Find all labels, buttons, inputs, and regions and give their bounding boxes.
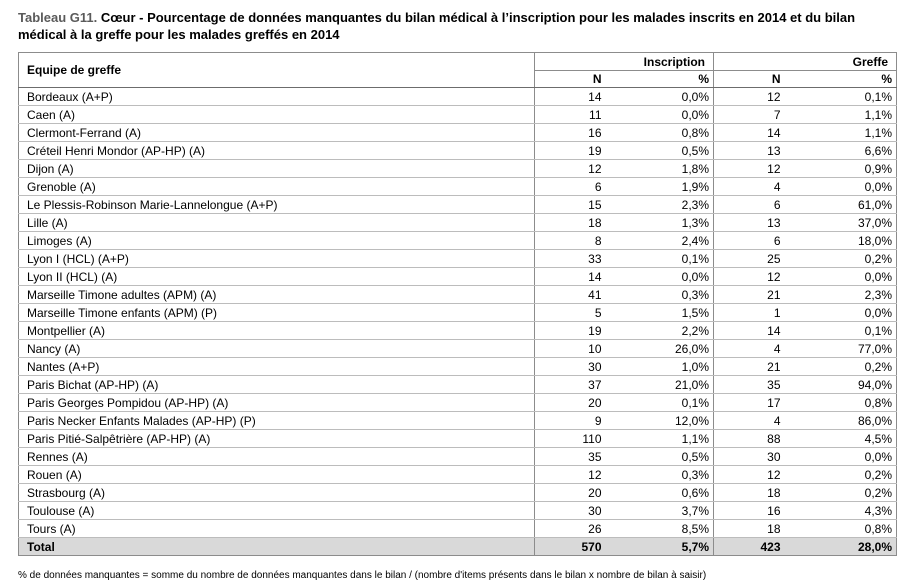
greffe-pct-cell: 0,1%: [785, 322, 897, 340]
greffe-n-cell: 18: [714, 520, 785, 538]
team-name-cell: Créteil Henri Mondor (AP-HP) (A): [19, 142, 535, 160]
total-greffe-n-cell: 423: [714, 538, 785, 556]
greffe-pct-cell: 0,8%: [785, 520, 897, 538]
inscription-n-cell: 26: [535, 520, 606, 538]
greffe-pct-cell: 0,0%: [785, 448, 897, 466]
footnote: % de données manquantes = somme du nombre de données manquantes dans le bilan / (nombre d'items présents dans le bilan x nombre de bilan à saisir): [18, 570, 707, 581]
greffe-pct-cell: 0,2%: [785, 466, 897, 484]
table-row: [19, 88, 897, 106]
greffe-pct-cell: 86,0%: [785, 412, 897, 430]
greffe-pct-cell: 1,1%: [785, 106, 897, 124]
inscription-n-cell: 12: [535, 160, 606, 178]
greffe-pct-cell: 4,3%: [785, 502, 897, 520]
team-name-cell: Nancy (A): [19, 340, 535, 358]
inscription-pct-cell: 21,0%: [606, 376, 714, 394]
greffe-n-cell: 25: [714, 250, 785, 268]
table-row: [19, 304, 897, 322]
greffe-n-cell: 12: [714, 466, 785, 484]
team-name-cell: Bordeaux (A+P): [19, 88, 535, 106]
table-row: [19, 250, 897, 268]
table-row: [19, 124, 897, 142]
total-team-name-cell: Total: [19, 538, 535, 556]
greffe-pct-cell: 18,0%: [785, 232, 897, 250]
inscription-n-cell: 30: [535, 502, 606, 520]
inscription-pct-cell: 0,1%: [606, 250, 714, 268]
inscription-n-cell: 16: [535, 124, 606, 142]
greffe-n-cell: 4: [714, 340, 785, 358]
team-name-cell: Tours (A): [19, 520, 535, 538]
total-inscription-n-cell: 570: [535, 538, 606, 556]
inscription-pct-cell: 1,5%: [606, 304, 714, 322]
greffe-n-header: N: [714, 71, 785, 88]
inscription-n-cell: 15: [535, 196, 606, 214]
greffe-n-cell: 17: [714, 394, 785, 412]
greffe-pct-cell: 37,0%: [785, 214, 897, 232]
inscription-n-cell: 20: [535, 394, 606, 412]
team-name-cell: Paris Georges Pompidou (AP-HP) (A): [19, 394, 535, 412]
greffe-n-cell: 6: [714, 232, 785, 250]
greffe-pct-cell: 0,0%: [785, 268, 897, 286]
inscription-n-cell: 14: [535, 268, 606, 286]
team-name-cell: Le Plessis-Robinson Marie-Lannelongue (A+P): [19, 196, 535, 214]
inscription-pct-cell: 0,3%: [606, 286, 714, 304]
table-row: [19, 430, 897, 448]
greffe-pct-cell: 0,0%: [785, 304, 897, 322]
inscription-n-cell: 8: [535, 232, 606, 250]
greffe-n-cell: 13: [714, 142, 785, 160]
greffe-n-cell: 14: [714, 124, 785, 142]
inscription-pct-cell: 3,7%: [606, 502, 714, 520]
team-name-cell: Toulouse (A): [19, 502, 535, 520]
table-row: [19, 394, 897, 412]
inscription-pct-cell: 12,0%: [606, 412, 714, 430]
team-name-cell: Lyon I (HCL) (A+P): [19, 250, 535, 268]
greffe-pct-cell: 61,0%: [785, 196, 897, 214]
greffe-pct-cell: 0,9%: [785, 160, 897, 178]
table-row: [19, 448, 897, 466]
greffe-n-cell: 30: [714, 448, 785, 466]
inscription-n-cell: 33: [535, 250, 606, 268]
greffe-group-header: Greffe: [714, 53, 897, 71]
inscription-pct-cell: 1,8%: [606, 160, 714, 178]
table-row: [19, 520, 897, 538]
inscription-pct-cell: 0,0%: [606, 268, 714, 286]
greffe-n-cell: 16: [714, 502, 785, 520]
inscription-pct-cell: 0,5%: [606, 448, 714, 466]
team-name-cell: Marseille Timone adultes (APM) (A): [19, 286, 535, 304]
inscription-n-cell: 30: [535, 358, 606, 376]
table-row: [19, 358, 897, 376]
greffe-pct-cell: 2,3%: [785, 286, 897, 304]
inscription-pct-cell: 8,5%: [606, 520, 714, 538]
inscription-n-cell: 37: [535, 376, 606, 394]
table-row: [19, 502, 897, 520]
greffe-pct-cell: 94,0%: [785, 376, 897, 394]
inscription-pct-cell: 1,0%: [606, 358, 714, 376]
inscription-n-cell: 19: [535, 142, 606, 160]
inscription-pct-cell: 1,3%: [606, 214, 714, 232]
table-row: [19, 286, 897, 304]
greffe-pct-cell: 1,1%: [785, 124, 897, 142]
team-name-cell: Nantes (A+P): [19, 358, 535, 376]
team-name-cell: Clermont-Ferrand (A): [19, 124, 535, 142]
inscription-pct-cell: 26,0%: [606, 340, 714, 358]
team-column-header: Equipe de greffe: [19, 53, 535, 88]
inscription-n-cell: 20: [535, 484, 606, 502]
greffe-n-cell: 7: [714, 106, 785, 124]
greffe-n-cell: 13: [714, 214, 785, 232]
team-name-cell: Limoges (A): [19, 232, 535, 250]
team-name-cell: Paris Bichat (AP-HP) (A): [19, 376, 535, 394]
inscription-pct-cell: 2,2%: [606, 322, 714, 340]
total-inscription-pct-cell: 5,7%: [606, 538, 714, 556]
table-row: [19, 106, 897, 124]
inscription-pct-cell: 0,6%: [606, 484, 714, 502]
table-row: [19, 232, 897, 250]
table-row: [19, 214, 897, 232]
inscription-n-cell: 10: [535, 340, 606, 358]
inscription-pct-cell: 0,1%: [606, 394, 714, 412]
table-number: Tableau G11.: [18, 10, 98, 25]
inscription-n-cell: 11: [535, 106, 606, 124]
team-name-cell: Caen (A): [19, 106, 535, 124]
greffe-pct-cell: 0,8%: [785, 394, 897, 412]
greffe-n-cell: 6: [714, 196, 785, 214]
greffe-pct-header: %: [785, 71, 897, 88]
greffe-n-cell: 21: [714, 358, 785, 376]
inscription-pct-cell: 2,3%: [606, 196, 714, 214]
total-greffe-pct-cell: 28,0%: [785, 538, 897, 556]
table-caption: Cœur - Pourcentage de données manquantes du bilan médical à l’inscription pour les malades inscrits en 2014 et du bilan médical à la greffe pour les malades greffés en 2014: [18, 10, 856, 42]
greffe-pct-cell: 0,2%: [785, 358, 897, 376]
inscription-group-header: Inscription: [535, 53, 714, 71]
table-row: [19, 412, 897, 430]
table-row: [19, 196, 897, 214]
team-name-cell: Rennes (A): [19, 448, 535, 466]
greffe-n-cell: 4: [714, 412, 785, 430]
inscription-pct-cell: 2,4%: [606, 232, 714, 250]
table-row: [19, 376, 897, 394]
inscription-pct-cell: 1,9%: [606, 178, 714, 196]
greffe-n-cell: 12: [714, 88, 785, 106]
greffe-pct-cell: 77,0%: [785, 340, 897, 358]
inscription-n-cell: 19: [535, 322, 606, 340]
greffe-n-cell: 12: [714, 160, 785, 178]
inscription-pct-cell: 0,0%: [606, 106, 714, 124]
inscription-n-cell: 6: [535, 178, 606, 196]
table-row: [19, 160, 897, 178]
team-name-cell: Dijon (A): [19, 160, 535, 178]
inscription-pct-cell: 0,0%: [606, 88, 714, 106]
greffe-n-cell: 1: [714, 304, 785, 322]
table-row: [19, 340, 897, 358]
greffe-n-cell: 18: [714, 484, 785, 502]
inscription-n-cell: 14: [535, 88, 606, 106]
inscription-n-cell: 41: [535, 286, 606, 304]
table-row: [19, 142, 897, 160]
table-row: [19, 484, 897, 502]
inscription-n-cell: 35: [535, 448, 606, 466]
team-name-cell: Marseille Timone enfants (APM) (P): [19, 304, 535, 322]
greffe-n-cell: 88: [714, 430, 785, 448]
table-row: [19, 322, 897, 340]
team-name-cell: Paris Pitié-Salpêtrière (AP-HP) (A): [19, 430, 535, 448]
inscription-pct-header: %: [606, 71, 714, 88]
team-name-cell: Montpellier (A): [19, 322, 535, 340]
inscription-n-header: N: [535, 71, 606, 88]
inscription-n-cell: 12: [535, 466, 606, 484]
greffe-pct-cell: 6,6%: [785, 142, 897, 160]
greffe-n-cell: 35: [714, 376, 785, 394]
missing-data-table: [18, 52, 897, 556]
table-row: [19, 268, 897, 286]
team-name-cell: Strasbourg (A): [19, 484, 535, 502]
team-name-cell: Grenoble (A): [19, 178, 535, 196]
inscription-pct-cell: 1,1%: [606, 430, 714, 448]
greffe-n-cell: 21: [714, 286, 785, 304]
inscription-pct-cell: 0,3%: [606, 466, 714, 484]
inscription-pct-cell: 0,5%: [606, 142, 714, 160]
table-row: [19, 178, 897, 196]
table-row: [19, 466, 897, 484]
greffe-pct-cell: 4,5%: [785, 430, 897, 448]
greffe-n-cell: 4: [714, 178, 785, 196]
table-body: [19, 88, 897, 556]
greffe-pct-cell: 0,0%: [785, 178, 897, 196]
team-name-cell: Lille (A): [19, 214, 535, 232]
inscription-n-cell: 18: [535, 214, 606, 232]
team-name-cell: Lyon II (HCL) (A): [19, 268, 535, 286]
greffe-pct-cell: 0,2%: [785, 484, 897, 502]
greffe-pct-cell: 0,1%: [785, 88, 897, 106]
inscription-n-cell: 110: [535, 430, 606, 448]
greffe-pct-cell: 0,2%: [785, 250, 897, 268]
inscription-pct-cell: 0,8%: [606, 124, 714, 142]
inscription-n-cell: 5: [535, 304, 606, 322]
total-row: [19, 538, 897, 556]
greffe-n-cell: 14: [714, 322, 785, 340]
greffe-n-cell: 12: [714, 268, 785, 286]
team-name-cell: Rouen (A): [19, 466, 535, 484]
team-name-cell: Paris Necker Enfants Malades (AP-HP) (P): [19, 412, 535, 430]
inscription-n-cell: 9: [535, 412, 606, 430]
table-title: [18, 9, 898, 43]
